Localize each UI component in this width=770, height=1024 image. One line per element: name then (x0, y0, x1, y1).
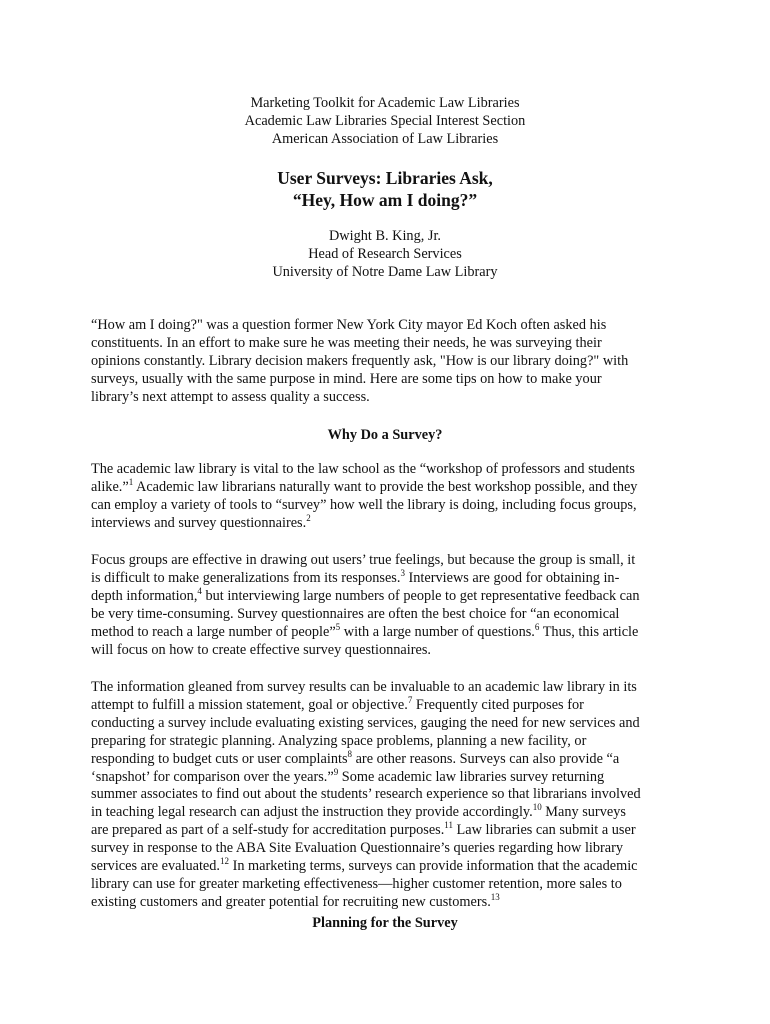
author-name: Dwight B. King, Jr. (328, 228, 441, 244)
text-fragment: method to reach a large number of people” (91, 623, 336, 640)
text-fragment: Law libraries can submit a user (452, 822, 636, 839)
text-line: will focus on how to create effective survey questionnaires. (91, 641, 431, 658)
text-line: Focus groups are effective in drawing out users’ true feelings, but because the group is small, it (91, 552, 636, 568)
text-fragment: are other reasons. Surveys can also provide “a (352, 750, 620, 767)
text-line (91, 621, 691, 642)
author-position: Head of Research Services (308, 246, 462, 262)
text-line: opinions constantly. Library decision makers frequently ask, "How is our library doing?" with (91, 352, 629, 369)
title-line-2: “Hey, How am I doing?” (292, 190, 478, 210)
text-line: preparing for strategic planning. Analyzing space problems, planning a new facility, or (91, 732, 587, 749)
paragraph-why-1 (91, 461, 691, 533)
text-line: “How am I doing?" was a question former New York City mayor Ed Koch often asked his (91, 317, 607, 333)
text-fragment: attempt to fulfill a mission statement, goal or objective. (91, 696, 408, 713)
footnote-ref: 11 (444, 820, 453, 831)
text-line: conducting a survey include evaluating existing services, gauging the need for new services and (91, 714, 640, 731)
text-line: survey in response to the ABA Site Evaluation Questionnaire’s queries regarding how library (91, 840, 624, 857)
footnote-ref: 3 (400, 568, 405, 579)
text-line (91, 822, 691, 840)
text-fragment: ‘snapshot’ for comparison over the years.” (91, 768, 334, 785)
header-line-section: Academic Law Libraries Special Interest Section (244, 113, 526, 129)
text-line (91, 894, 691, 912)
footnote-ref: 8 (347, 748, 353, 759)
footnote-ref: 9 (333, 766, 339, 777)
text-fragment: is difficult to make generalizations from its responses. (91, 569, 401, 586)
author-institution: University of Notre Dame Law Library (272, 264, 498, 280)
title-line-1: User Surveys: Libraries Ask, (277, 168, 493, 188)
footnote-ref: 4 (197, 586, 202, 597)
text-line (91, 588, 691, 606)
footnote-ref: 10 (532, 802, 542, 813)
article-title (0, 167, 770, 211)
text-line: surveys, usually with the same purpose in mind. Here are some tips on how to make your (91, 370, 602, 387)
text-fragment: Frequently cited purposes for (412, 696, 584, 713)
paragraph-why-3 (91, 679, 691, 912)
text-line (91, 858, 691, 876)
text-line: library can use for greater marketing effectiveness—higher customer retention, more sales to (91, 875, 622, 892)
footnote-ref: 2 (306, 512, 311, 523)
footnote-ref: 7 (407, 695, 413, 706)
text-fragment: Thus, this article (539, 623, 639, 640)
header-line-association: American Association of Law Libraries (271, 131, 499, 147)
header-line-toolkit: Marketing Toolkit for Academic Law Libraries (250, 95, 520, 111)
text-line (91, 697, 691, 715)
text-fragment: existing customers and greater potential for recruiting new customers. (91, 893, 491, 910)
text-fragment: in teaching legal research can adjust the instruction they provide accordingly. (91, 804, 533, 821)
text-line (91, 766, 691, 787)
text-line (91, 512, 691, 533)
text-fragment: Some academic law libraries survey returning (338, 768, 605, 785)
text-line (91, 748, 691, 769)
text-fragment: depth information, (91, 587, 198, 604)
text-line: be very time-consuming. Survey questionnaires are often the best choice for “an economical (91, 605, 620, 622)
text-line: The information gleaned from survey results can be invaluable to an academic law library in its (91, 679, 637, 695)
footnote-ref: 13 (490, 892, 500, 903)
text-fragment: interviews and survey questionnaires. (91, 514, 307, 531)
text-fragment: Interviews are good for obtaining in- (404, 569, 620, 586)
footnote-ref: 6 (534, 621, 540, 632)
text-fragment: alike.” (91, 478, 129, 495)
intro-paragraph (91, 317, 691, 407)
section-heading-why: Why Do a Survey? (327, 427, 443, 443)
text-line: constituents. In an effort to make sure he was meeting their needs, he was surveying their (91, 334, 602, 351)
text-line (91, 804, 691, 822)
footnote-ref: 5 (335, 621, 341, 632)
text-fragment: services are evaluated. (91, 858, 220, 875)
text-line (91, 479, 691, 497)
document-header (0, 94, 770, 148)
paragraph-why-2 (91, 552, 691, 659)
text-line: library’s next attempt to assess quality a success. (91, 388, 370, 405)
text-line: can employ a variety of tools to “survey” how well the library is doing, including focus groups, (91, 496, 637, 513)
text-fragment: are prepared as part of a self-study for accreditation purposes. (91, 822, 445, 839)
author-info (0, 227, 770, 281)
text-line (91, 570, 691, 588)
text-line: The academic law library is vital to the law school as the “workshop of professors and students (91, 461, 635, 477)
text-fragment: responding to budget cuts or user complaints (91, 750, 348, 767)
text-line: summer associates to find out about the students’ research experience so that librarians involved (91, 786, 641, 803)
text-fragment: but interviewing large numbers of people to get representative feedback can (201, 587, 640, 604)
text-fragment: Many surveys (541, 804, 626, 821)
footnote-ref: 12 (220, 856, 229, 867)
section-heading-planning: Planning for the Survey (312, 915, 458, 931)
footnote-ref: 1 (128, 477, 134, 488)
text-fragment: Academic law librarians naturally want to provide the best workshop possible, and they (133, 478, 638, 495)
text-fragment: In marketing terms, surveys can provide information that the academic (229, 858, 638, 875)
text-fragment: with a large number of questions. (340, 623, 535, 640)
